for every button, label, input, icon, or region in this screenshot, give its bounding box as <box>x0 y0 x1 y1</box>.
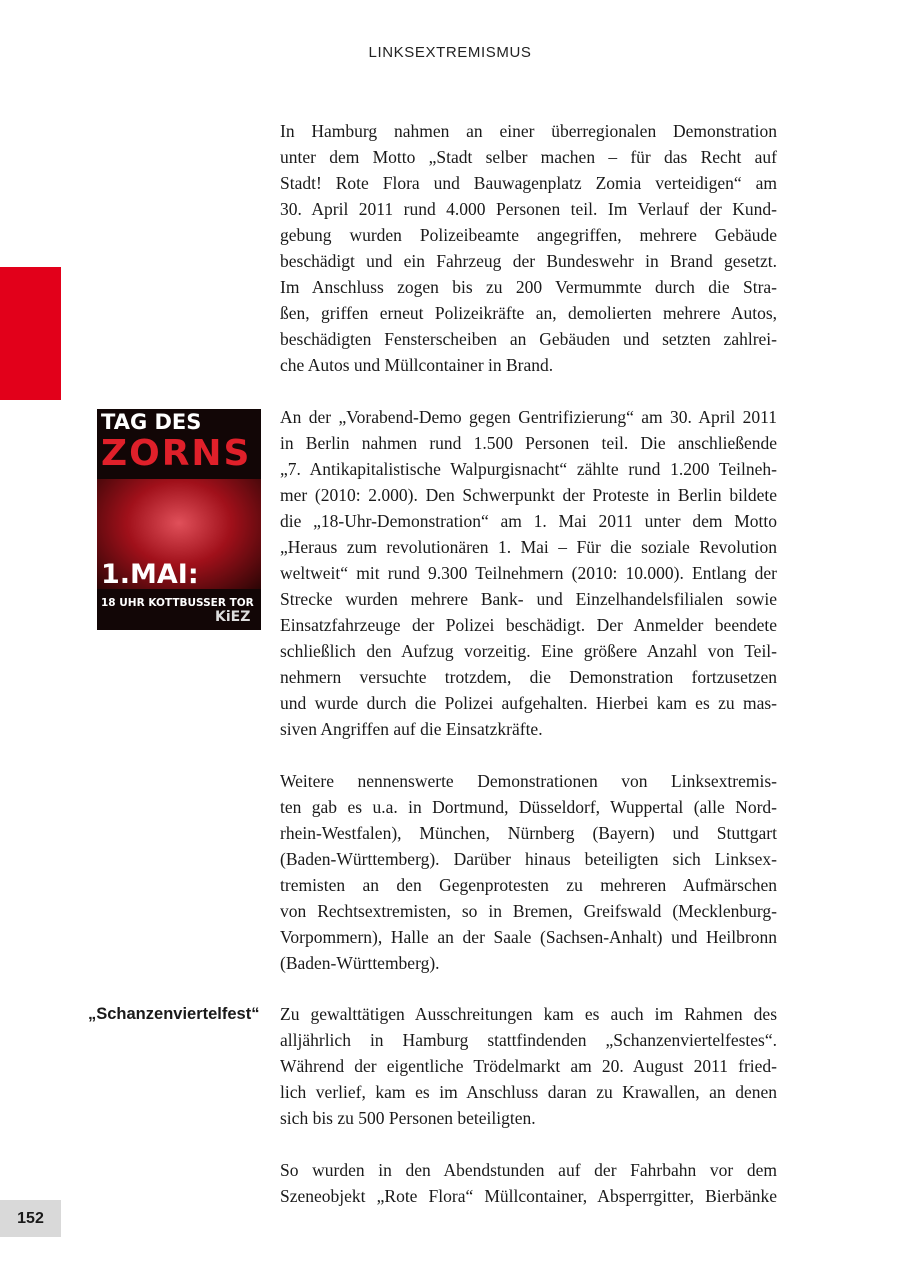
text-line: Im Anschluss zogen bis zu 200 Vermummte durch die Stra- <box>280 277 777 297</box>
text-line: lich verlief, kam es im Anschluss daran zu Krawallen, an denen <box>280 1082 777 1102</box>
demo-poster-image <box>97 409 261 630</box>
text-line: (Baden-Württemberg). <box>280 953 440 973</box>
text-line: Vorpommern), Halle an der Saale (Sachsen-Anhalt) und Heilbronn <box>280 927 777 947</box>
text-line: in Berlin nahmen rund 1.500 Personen teil. Die anschließende <box>280 433 777 453</box>
text-line: tremisten an den Gegenprotesten zu mehreren Aufmärschen <box>280 875 777 895</box>
text-line: beschädigten Fensterscheiben an Gebäuden und setzten zahlrei- <box>280 329 777 349</box>
text-line: „7. Antikapitalistische Walpurgisnacht“ zählte rund 1.200 Teilneh- <box>280 459 777 479</box>
text-line: che Autos und Müllcontainer in Brand. <box>280 355 554 375</box>
section-marker <box>0 267 61 400</box>
text-line: Einsatzfahrzeuge der Polizei beschädigt. Der Anmelder beendete <box>280 615 777 635</box>
text-line: (Baden-Württemberg). Darüber hinaus beteiligten sich Linksex- <box>280 849 777 869</box>
text-line: Strecke wurden mehrere Bank- und Einzelhandelsfilialen sowie <box>280 589 777 609</box>
text-line: rhein-Westfalen), München, Nürnberg (Bayern) und Stuttgart <box>280 823 777 843</box>
paragraph-4 <box>280 1001 777 1131</box>
text-line: 30. April 2011 rund 4.000 Personen teil. Im Verlauf der Kund- <box>280 199 777 219</box>
text-line: schließlich den Aufzug vorzeitig. Eine größere Anzahl von Teil- <box>280 641 777 661</box>
paragraph-3 <box>280 768 777 976</box>
poster-title-line1: TAG DES <box>101 410 202 434</box>
text-line: So wurden in den Abendstunden auf der Fahrbahn vor dem <box>280 1160 777 1180</box>
text-line: Während der eigentliche Trödelmarkt am 20. August 2011 fried- <box>280 1056 777 1076</box>
text-line: mer (2010: 2.000). Den Schwerpunkt der Proteste in Berlin bildete <box>280 485 777 505</box>
text-line: Weitere nennenswerte Demonstrationen von Linksextremis- <box>280 771 777 791</box>
text-line: alljährlich in Hamburg stattfindenden „Schanzenviertelfestes“. <box>280 1030 777 1050</box>
text-line: ten gab es u.a. in Dortmund, Düsseldorf, Wuppertal (alle Nord- <box>280 797 777 817</box>
side-heading: „Schanzenviertelfest“ <box>88 1005 260 1023</box>
page-number: 152 <box>0 1200 61 1237</box>
text-line: In Hamburg nahmen an einer überregionalen Demonstration <box>280 121 777 141</box>
poster-title-line2: ZORNS <box>101 433 252 474</box>
text-line: An der „Vorabend-Demo gegen Gentrifizierung“ am 30. April 2011 <box>280 407 777 427</box>
paragraph-2 <box>280 404 777 742</box>
text-line: unter dem Motto „Stadt selber machen – für das Recht auf <box>280 147 777 167</box>
text-line: von Rechtsextremisten, so in Bremen, Greifswald (Mecklenburg- <box>280 901 777 921</box>
text-line: Szeneobjekt „Rote Flora“ Müllcontainer, Absperrgitter, Bierbänke <box>280 1186 777 1206</box>
paragraph-1 <box>280 118 777 378</box>
text-line: gebung wurden Polizeibeamte angegriffen, mehrere Gebäude <box>280 225 777 245</box>
text-line: nehmern versuchte trotzdem, die Demonstration fortzusetzen <box>280 667 777 687</box>
text-line: und wurde durch die Polizei aufgehalten. Hierbei kam es zu mas- <box>280 693 777 713</box>
poster-logo: KiEZ <box>215 609 251 625</box>
running-header: LINKSEXTREMISMUS <box>368 44 532 61</box>
text-line: ßen, griffen erneut Polizeikräfte an, demolierten mehrere Autos, <box>280 303 777 323</box>
text-line: beschädigt und ein Fahrzeug der Bundeswehr in Brand gesetzt. <box>280 251 777 271</box>
poster-date: 1.MAI: <box>101 559 199 590</box>
text-line: sich bis zu 500 Personen beteiligten. <box>280 1108 536 1128</box>
text-line: „Heraus zum revolutionären 1. Mai – Für die soziale Revolution <box>280 537 777 557</box>
poster-subtitle: 18 UHR KOTTBUSSER TOR <box>101 597 254 609</box>
text-line: die „18-Uhr-Demonstration“ am 1. Mai 2011 unter dem Motto <box>280 511 777 531</box>
text-line: siven Angriffen auf die Einsatzkräfte. <box>280 719 543 739</box>
text-line: Stadt! Rote Flora und Bauwagenplatz Zomia verteidigen“ am <box>280 173 777 193</box>
text-line: weltweit“ mit rund 9.300 Teilnehmern (2010: 10.000). Entlang der <box>280 563 777 583</box>
text-line: Zu gewalttätigen Ausschreitungen kam es auch im Rahmen des <box>280 1004 777 1024</box>
paragraph-5 <box>280 1157 777 1209</box>
